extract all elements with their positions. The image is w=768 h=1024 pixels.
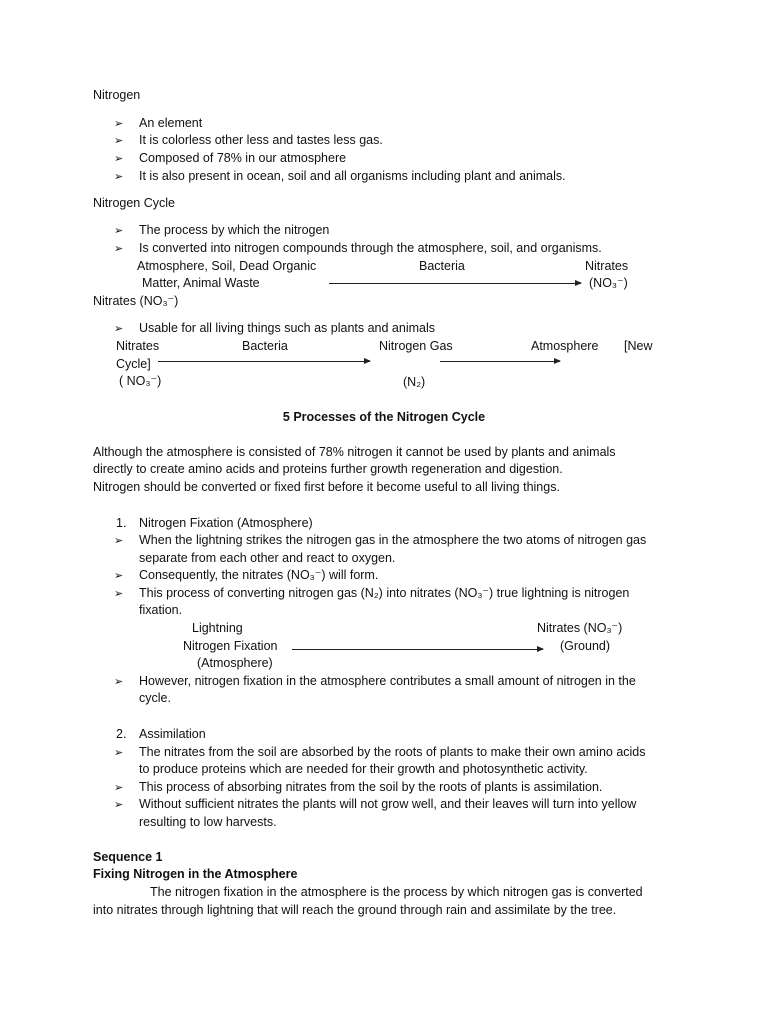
arrow-bullet-icon: ➢: [114, 746, 124, 759]
process1-bullet: Consequently, the nitrates (NO₃⁻) will form.: [139, 568, 379, 582]
diagram2-arrow-1: [158, 361, 370, 362]
diagram1-trailing: Nitrates (NO₃⁻): [93, 294, 179, 308]
intro-line: Although the atmosphere is consisted of 78% nitrogen it cannot be used by plants and animals: [93, 445, 616, 459]
nitrogen-bullet: It is also present in ocean, soil and all organisms including plant and animals.: [139, 169, 566, 183]
section-title: 5 Processes of the Nitrogen Cycle: [282, 410, 486, 424]
sequence-paragraph-line: The nitrogen fixation in the atmosphere is the process by which nitrogen gas is converted: [150, 885, 643, 899]
arrow-bullet-icon: ➢: [114, 798, 124, 811]
diagram2-nitrates-formula: ( NO₃⁻): [119, 374, 162, 388]
diagram1-source-line1: Atmosphere, Soil, Dead Organic: [137, 259, 317, 273]
arrow-bullet-icon: ➢: [114, 675, 124, 688]
process1-diagram-arrow: [292, 649, 543, 650]
intro-line: Nitrogen should be converted or fixed first before it become useful to all living things.: [93, 480, 560, 494]
arrow-bullet-icon: ➢: [114, 781, 124, 794]
nitrogen-bullet: An element: [139, 116, 203, 130]
arrow-bullet-icon: ➢: [114, 117, 124, 130]
diagram2-n2: (N₂): [403, 375, 426, 389]
arrow-bullet-icon: ➢: [114, 534, 124, 547]
diagram2-nitrates: Nitrates: [116, 339, 160, 353]
diagram2-bacteria: Bacteria: [242, 339, 288, 353]
nitrogen-bullet: It is colorless other less and tastes less gas.: [139, 133, 383, 147]
diagram2-atmosphere: Atmosphere: [531, 339, 599, 353]
sequence-label: Sequence 1: [93, 850, 163, 864]
process1-bullet-cont: cycle.: [139, 691, 171, 705]
arrow-bullet-icon: ➢: [114, 569, 124, 582]
cycle-bullet: Is converted into nitrogen compounds through the atmosphere, soil, and organisms.: [139, 241, 602, 255]
usable-bullet: Usable for all living things such as plants and animals: [139, 321, 435, 335]
diagram2-nitrogen-gas: Nitrogen Gas: [379, 339, 453, 353]
process1-bullet: However, nitrogen fixation in the atmosphere contributes a small amount of nitrogen in the: [139, 674, 636, 688]
process1-title: Nitrogen Fixation (Atmosphere): [139, 516, 313, 530]
process2-title: Assimilation: [139, 727, 206, 741]
nitrogen-heading: Nitrogen: [93, 88, 141, 102]
diagram1-agent: Bacteria: [419, 259, 465, 273]
arrow-bullet-icon: ➢: [114, 587, 124, 600]
sequence-paragraph-line: into nitrates through lightning that will reach the ground through rain and assimilate by the tree.: [93, 903, 617, 917]
process1-diagram-atmosphere: (Atmosphere): [197, 656, 273, 670]
process1-bullet-cont: fixation.: [139, 603, 183, 617]
process2-bullet: Without sufficient nitrates the plants will not grow well, and their leaves will turn into yellow: [139, 797, 637, 811]
arrow-bullet-icon: ➢: [114, 170, 124, 183]
process1-bullet: When the lightning strikes the nitrogen gas in the atmosphere the two atoms of nitrogen gas: [139, 533, 647, 547]
process2-bullet-cont: to produce proteins which are needed for their growth and photosynthetic activity.: [139, 762, 588, 776]
diagram2-new-cycle: [New: [624, 339, 653, 353]
intro-line: directly to create amino acids and proteins further growth regeneration and digestion.: [93, 462, 563, 476]
arrow-bullet-icon: ➢: [114, 134, 124, 147]
process1-diagram-ground: (Ground): [560, 639, 611, 653]
diagram1-target-line1: Nitrates: [585, 259, 629, 273]
cycle-bullet: The process by which the nitrogen: [139, 223, 330, 237]
diagram2-arrow-2: [440, 361, 560, 362]
process1-number: 1.: [116, 516, 127, 530]
nitrogen-bullet: Composed of 78% in our atmosphere: [139, 151, 347, 165]
process2-number: 2.: [116, 727, 127, 741]
process1-bullet: This process of converting nitrogen gas (N₂) into nitrates (NO₃⁻) true lightning is nitrogen: [139, 586, 630, 600]
process2-bullet: The nitrates from the soil are absorbed by the roots of plants to make their own amino acids: [139, 745, 646, 759]
diagram1-target-line2: (NO₃⁻): [589, 276, 628, 290]
arrow-bullet-icon: ➢: [114, 322, 124, 335]
arrow-bullet-icon: ➢: [114, 224, 124, 237]
nitrogen-cycle-heading: Nitrogen Cycle: [93, 196, 175, 210]
process2-bullet-cont: resulting to low harvests.: [139, 815, 277, 829]
diagram1-arrow: [329, 283, 581, 284]
diagram2-new-cycle-2: Cycle]: [116, 357, 151, 371]
process1-diagram-fixation: Nitrogen Fixation: [183, 639, 278, 653]
arrow-bullet-icon: ➢: [114, 152, 124, 165]
process1-bullet-cont: separate from each other and react to oxygen.: [139, 551, 396, 565]
arrow-bullet-icon: ➢: [114, 242, 124, 255]
process1-diagram-nitrates: Nitrates (NO₃⁻): [537, 621, 623, 635]
process2-bullet: This process of absorbing nitrates from the soil by the roots of plants is assimilation.: [139, 780, 603, 794]
sequence-heading: Fixing Nitrogen in the Atmosphere: [93, 867, 298, 881]
diagram1-source-line2: Matter, Animal Waste: [142, 276, 260, 290]
process1-diagram-lightning: Lightning: [192, 621, 243, 635]
